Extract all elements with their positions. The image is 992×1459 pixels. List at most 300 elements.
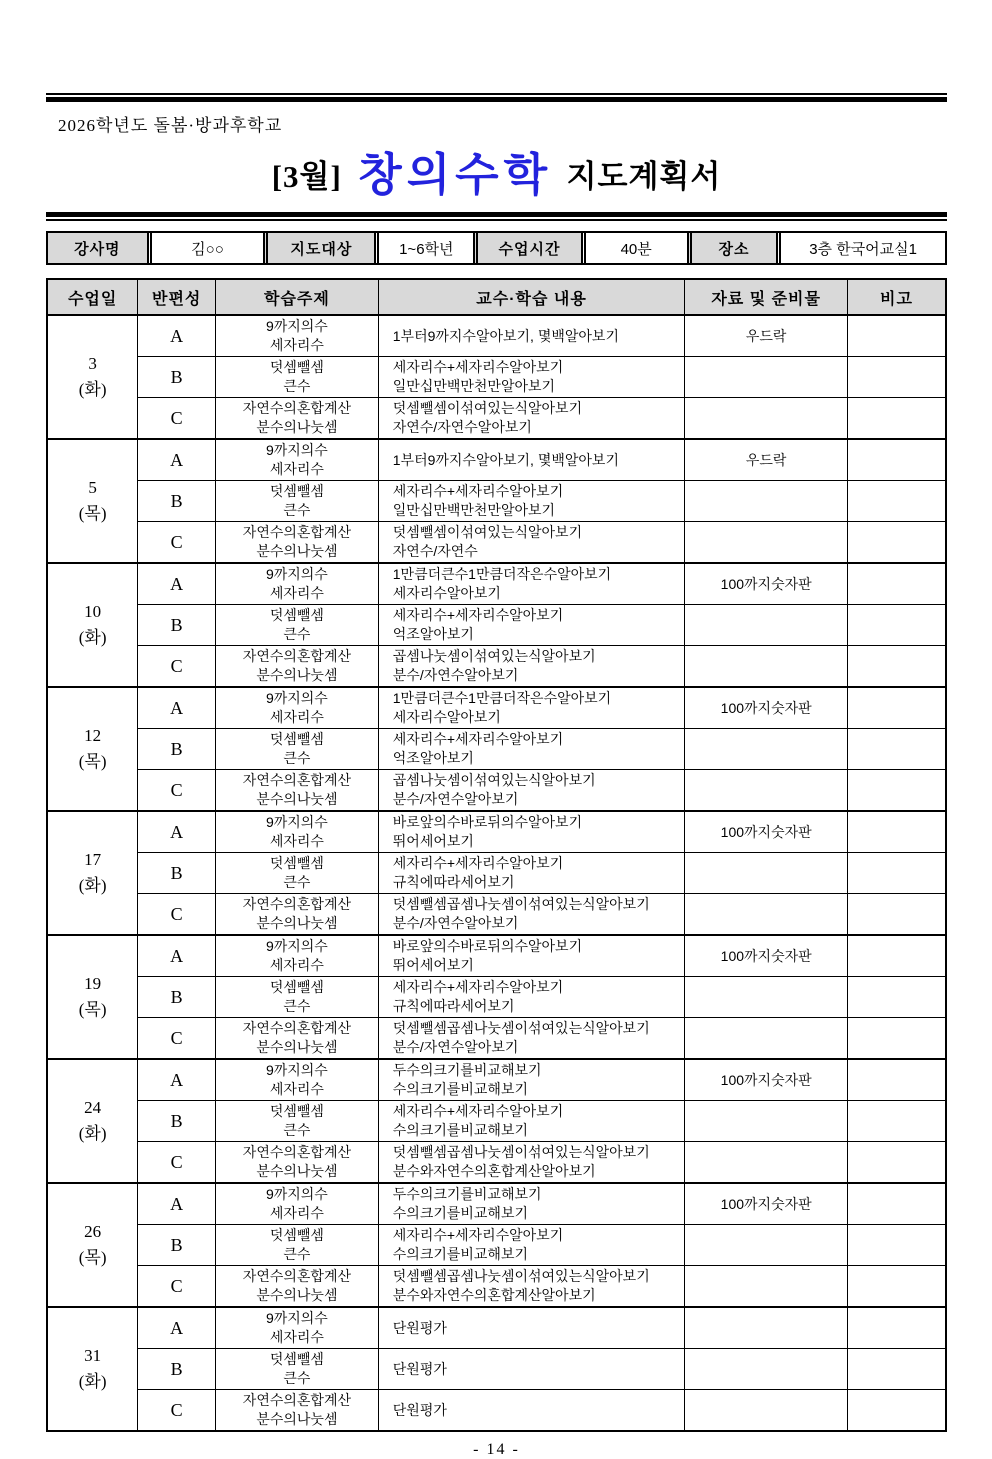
note-cell bbox=[848, 315, 946, 357]
topic-cell bbox=[216, 811, 379, 853]
content-line: 단원평가 bbox=[392, 1360, 447, 1377]
topic-line: 큰수 bbox=[283, 750, 311, 766]
topic-line: 분수의나눗셈 bbox=[256, 419, 338, 435]
note-cell bbox=[848, 1390, 946, 1432]
content-line: 덧셈뺄셈곱셈나눗셈이섞여있는식알아보기 bbox=[392, 896, 650, 912]
class-group-cell: B bbox=[138, 605, 216, 646]
materials-cell bbox=[685, 977, 848, 1018]
topic-line: 분수의나눗셈 bbox=[256, 1163, 338, 1179]
instructor-info-bar bbox=[46, 231, 947, 265]
table-row bbox=[47, 1059, 946, 1101]
topic-line: 덧셈뺄셈 bbox=[269, 979, 324, 995]
content-line: 단원평가 bbox=[392, 1319, 447, 1336]
topic-line: 세자리수 bbox=[269, 1205, 324, 1221]
lesson-date: 5 bbox=[88, 477, 97, 497]
topic-cell bbox=[216, 1101, 379, 1142]
topic-line: 세자리수 bbox=[269, 337, 324, 353]
topic-line: 큰수 bbox=[283, 874, 311, 890]
content-line: 뛰어세어보기 bbox=[392, 957, 474, 973]
content-line: 덧셈뺄셈곱셈나눗셈이섞여있는식알아보기 bbox=[392, 1268, 650, 1284]
topic-line: 큰수 bbox=[283, 626, 311, 642]
table-row bbox=[47, 770, 946, 812]
table-row bbox=[47, 1101, 946, 1142]
note-cell bbox=[848, 853, 946, 894]
note-cell bbox=[848, 481, 946, 522]
note-cell bbox=[848, 646, 946, 688]
content-cell bbox=[378, 729, 685, 770]
topic-line: 덧셈뺄셈 bbox=[269, 607, 324, 623]
class-group-cell: C bbox=[138, 1018, 216, 1060]
table-row bbox=[47, 1225, 946, 1266]
note-cell bbox=[848, 935, 946, 977]
topic-cell bbox=[216, 1266, 379, 1308]
topic-line: 자연수의혼합계산 bbox=[242, 1268, 351, 1284]
topic-cell bbox=[216, 894, 379, 936]
content-cell bbox=[378, 1142, 685, 1184]
content-cell bbox=[378, 935, 685, 977]
content-line: 세자리수+세자리수알아보기 bbox=[392, 1227, 564, 1243]
topic-line: 분수의나눗셈 bbox=[256, 1287, 338, 1303]
content-cell bbox=[378, 1018, 685, 1060]
materials-cell: 100까지숫자판 bbox=[685, 563, 848, 605]
materials-cell bbox=[685, 646, 848, 688]
content-line: 수의크기를비교해보기 bbox=[392, 1081, 529, 1097]
topic-line: 분수의나눗셈 bbox=[256, 1411, 338, 1427]
content-cell bbox=[378, 522, 685, 564]
info-label: 수업시간 bbox=[473, 233, 581, 263]
materials-cell bbox=[685, 894, 848, 936]
topic-cell bbox=[216, 563, 379, 605]
materials-cell: 100까지숫자판 bbox=[685, 1059, 848, 1101]
materials-cell bbox=[685, 522, 848, 564]
table-row bbox=[47, 894, 946, 936]
topic-line: 9까지의수 bbox=[265, 566, 328, 582]
content-line: 세자리수+세자리수알아보기 bbox=[392, 855, 564, 871]
note-cell bbox=[848, 894, 946, 936]
content-line: 바로앞의수바로뒤의수알아보기 bbox=[392, 938, 583, 954]
class-group-cell: A bbox=[138, 1059, 216, 1101]
content-line: 자연수/자연수 bbox=[392, 543, 478, 559]
table-row bbox=[47, 646, 946, 688]
lesson-day: (목) bbox=[78, 1000, 107, 1019]
content-cell bbox=[378, 853, 685, 894]
column-header: 비고 bbox=[848, 279, 946, 315]
topic-line: 9까지의수 bbox=[265, 1310, 328, 1326]
info-label: 강사명 bbox=[48, 233, 147, 263]
note-cell bbox=[848, 522, 946, 564]
table-row bbox=[47, 1349, 946, 1390]
note-cell bbox=[848, 563, 946, 605]
class-group-cell: B bbox=[138, 1225, 216, 1266]
info-value: 3층 한국어교실1 bbox=[776, 233, 945, 263]
content-line: 덧셈뺄셈곱셈나눗셈이섞여있는식알아보기 bbox=[392, 1020, 650, 1036]
content-line: 수의크기를비교해보기 bbox=[392, 1205, 529, 1221]
topic-cell bbox=[216, 977, 379, 1018]
materials-cell: 100까지숫자판 bbox=[685, 935, 848, 977]
content-line: 뛰어세어보기 bbox=[392, 833, 474, 849]
content-line: 수의크기를비교해보기 bbox=[392, 1122, 529, 1138]
content-line: 분수/자연수알아보기 bbox=[392, 915, 519, 931]
table-row bbox=[47, 605, 946, 646]
content-line: 덧셈뺄셈이섞여있는식알아보기 bbox=[392, 524, 583, 540]
topic-cell bbox=[216, 1142, 379, 1184]
table-row bbox=[47, 315, 946, 357]
lesson-date-cell bbox=[47, 1183, 138, 1307]
info-value: 김○○ bbox=[147, 233, 264, 263]
content-cell bbox=[378, 1183, 685, 1225]
table-row bbox=[47, 687, 946, 729]
topic-line: 세자리수 bbox=[269, 585, 324, 601]
topic-line: 자연수의혼합계산 bbox=[242, 1020, 351, 1036]
table-row bbox=[47, 439, 946, 481]
materials-cell: 우드락 bbox=[685, 315, 848, 357]
content-cell bbox=[378, 1225, 685, 1266]
table-row bbox=[47, 1266, 946, 1308]
table-row bbox=[47, 1307, 946, 1349]
topic-line: 큰수 bbox=[283, 378, 311, 394]
table-row bbox=[47, 729, 946, 770]
topic-cell bbox=[216, 315, 379, 357]
topic-cell bbox=[216, 770, 379, 812]
topic-line: 분수의나눗셈 bbox=[256, 1039, 338, 1055]
lesson-date: 10 bbox=[84, 601, 102, 621]
content-line: 억조알아보기 bbox=[392, 750, 474, 766]
note-cell bbox=[848, 687, 946, 729]
class-group-cell: A bbox=[138, 439, 216, 481]
class-group-cell: C bbox=[138, 1142, 216, 1184]
content-line: 규칙에따라세어보기 bbox=[392, 998, 515, 1014]
topic-line: 9까지의수 bbox=[265, 690, 328, 706]
table-row bbox=[47, 1018, 946, 1060]
content-line: 수의크기를비교해보기 bbox=[392, 1246, 529, 1262]
topic-cell bbox=[216, 1225, 379, 1266]
lesson-date-cell bbox=[47, 687, 138, 811]
content-cell bbox=[378, 687, 685, 729]
column-header: 수업일 bbox=[47, 279, 138, 315]
content-line: 일만십만백만천만알아보기 bbox=[392, 502, 556, 518]
content-cell bbox=[378, 481, 685, 522]
info-label: 장소 bbox=[687, 233, 777, 263]
class-group-cell: C bbox=[138, 398, 216, 440]
note-cell bbox=[848, 1142, 946, 1184]
note-cell bbox=[848, 1018, 946, 1060]
topic-cell bbox=[216, 1307, 379, 1349]
content-cell bbox=[378, 894, 685, 936]
class-group-cell: B bbox=[138, 1101, 216, 1142]
topic-line: 덧셈뺄셈 bbox=[269, 731, 324, 747]
topic-cell bbox=[216, 935, 379, 977]
topic-line: 덧셈뺄셈 bbox=[269, 359, 324, 375]
class-group-cell: A bbox=[138, 563, 216, 605]
note-cell bbox=[848, 1266, 946, 1308]
lesson-date: 3 bbox=[88, 353, 97, 373]
page-number: - 14 - bbox=[473, 1441, 520, 1458]
lesson-date-cell bbox=[47, 315, 138, 439]
class-group-cell: A bbox=[138, 935, 216, 977]
class-group-cell: A bbox=[138, 687, 216, 729]
topic-line: 분수의나눗셈 bbox=[256, 915, 338, 931]
content-line: 분수와자연수의혼합계산알아보기 bbox=[392, 1163, 596, 1179]
topic-line: 큰수 bbox=[283, 1122, 311, 1138]
materials-cell bbox=[685, 481, 848, 522]
lesson-date: 26 bbox=[84, 1221, 102, 1241]
class-group-cell: A bbox=[138, 811, 216, 853]
schedule-table bbox=[46, 278, 947, 1432]
content-line: 덧셈뺄셈곱셈나눗셈이섞여있는식알아보기 bbox=[392, 1144, 650, 1160]
materials-cell bbox=[685, 1018, 848, 1060]
table-row bbox=[47, 563, 946, 605]
class-group-cell: B bbox=[138, 729, 216, 770]
topic-cell bbox=[216, 1349, 379, 1390]
topic-line: 9까지의수 bbox=[265, 318, 328, 334]
content-line: 분수/자연수알아보기 bbox=[392, 791, 519, 807]
topic-line: 세자리수 bbox=[269, 957, 324, 973]
topic-line: 덧셈뺄셈 bbox=[269, 1227, 324, 1243]
lesson-day: (화) bbox=[78, 1372, 107, 1391]
lesson-date-cell bbox=[47, 439, 138, 563]
note-cell bbox=[848, 811, 946, 853]
table-row bbox=[47, 1142, 946, 1184]
topic-cell bbox=[216, 687, 379, 729]
table-row bbox=[47, 481, 946, 522]
content-cell bbox=[378, 646, 685, 688]
class-group-cell: C bbox=[138, 770, 216, 812]
topic-cell bbox=[216, 729, 379, 770]
materials-cell bbox=[685, 398, 848, 440]
content-line: 세자리수+세자리수알아보기 bbox=[392, 731, 564, 747]
content-cell bbox=[378, 1101, 685, 1142]
lesson-date: 19 bbox=[84, 973, 102, 993]
content-cell bbox=[378, 1307, 685, 1349]
class-group-cell: C bbox=[138, 522, 216, 564]
topic-line: 분수의나눗셈 bbox=[256, 791, 338, 807]
materials-cell bbox=[685, 357, 848, 398]
content-line: 1부터9까지수알아보기, 몇백알아보기 bbox=[392, 327, 619, 344]
note-cell bbox=[848, 770, 946, 812]
materials-cell bbox=[685, 1307, 848, 1349]
materials-cell: 100까지숫자판 bbox=[685, 811, 848, 853]
content-line: 1만큼더큰수1만큼더작은수알아보기 bbox=[392, 690, 612, 706]
content-line: 규칙에따라세어보기 bbox=[392, 874, 515, 890]
class-group-cell: C bbox=[138, 1266, 216, 1308]
topic-line: 덧셈뺄셈 bbox=[269, 483, 324, 499]
program-title: 2026학년도 돌봄·방과후학교 bbox=[58, 116, 283, 135]
topic-line: 9까지의수 bbox=[265, 442, 328, 458]
materials-cell bbox=[685, 1266, 848, 1308]
lesson-date-cell bbox=[47, 1059, 138, 1183]
table-row bbox=[47, 935, 946, 977]
content-cell bbox=[378, 357, 685, 398]
materials-cell bbox=[685, 1142, 848, 1184]
title-month: [3월] bbox=[271, 159, 342, 194]
table-row bbox=[47, 811, 946, 853]
topic-line: 자연수의혼합계산 bbox=[242, 1392, 351, 1408]
materials-cell: 100까지숫자판 bbox=[685, 687, 848, 729]
schedule-table-header bbox=[47, 279, 946, 315]
note-cell bbox=[848, 398, 946, 440]
lesson-day: (목) bbox=[78, 504, 107, 523]
topic-cell bbox=[216, 481, 379, 522]
content-cell bbox=[378, 1349, 685, 1390]
topic-line: 세자리수 bbox=[269, 461, 324, 477]
note-cell bbox=[848, 977, 946, 1018]
column-header: 교수·학습 내용 bbox=[378, 279, 685, 315]
topic-line: 큰수 bbox=[283, 1246, 311, 1262]
topic-line: 자연수의혼합계산 bbox=[242, 1144, 351, 1160]
lesson-day: (화) bbox=[78, 1124, 107, 1143]
lesson-day: (화) bbox=[78, 628, 107, 647]
info-value: 40분 bbox=[581, 233, 687, 263]
content-cell bbox=[378, 770, 685, 812]
class-group-cell: A bbox=[138, 1307, 216, 1349]
topic-line: 자연수의혼합계산 bbox=[242, 896, 351, 912]
materials-cell bbox=[685, 770, 848, 812]
content-line: 덧셈뺄셈이섞여있는식알아보기 bbox=[392, 400, 583, 416]
lesson-day: (화) bbox=[78, 876, 107, 895]
topic-line: 9까지의수 bbox=[265, 1062, 328, 1078]
topic-line: 9까지의수 bbox=[265, 814, 328, 830]
table-row bbox=[47, 357, 946, 398]
column-header: 학습주제 bbox=[216, 279, 379, 315]
content-line: 분수/자연수알아보기 bbox=[392, 1039, 519, 1055]
note-cell bbox=[848, 357, 946, 398]
content-cell bbox=[378, 315, 685, 357]
content-cell bbox=[378, 977, 685, 1018]
header-row bbox=[47, 279, 946, 315]
topic-line: 덧셈뺄셈 bbox=[269, 1351, 324, 1367]
content-cell bbox=[378, 811, 685, 853]
topic-cell bbox=[216, 439, 379, 481]
lesson-day: (목) bbox=[78, 1248, 107, 1267]
topic-cell bbox=[216, 605, 379, 646]
materials-cell bbox=[685, 1101, 848, 1142]
lesson-date: 24 bbox=[84, 1097, 102, 1117]
class-group-cell: B bbox=[138, 357, 216, 398]
table-row bbox=[47, 398, 946, 440]
topic-cell bbox=[216, 357, 379, 398]
table-row bbox=[47, 522, 946, 564]
topic-line: 자연수의혼합계산 bbox=[242, 772, 351, 788]
top-double-rule bbox=[46, 93, 947, 102]
topic-line: 큰수 bbox=[283, 998, 311, 1014]
materials-cell bbox=[685, 1225, 848, 1266]
topic-line: 세자리수 bbox=[269, 1081, 324, 1097]
materials-cell: 100까지숫자판 bbox=[685, 1183, 848, 1225]
content-cell bbox=[378, 605, 685, 646]
topic-cell bbox=[216, 398, 379, 440]
lesson-date-cell bbox=[47, 563, 138, 687]
note-cell bbox=[848, 1349, 946, 1390]
topic-cell bbox=[216, 646, 379, 688]
content-cell bbox=[378, 439, 685, 481]
class-group-cell: C bbox=[138, 646, 216, 688]
lesson-date-cell bbox=[47, 811, 138, 935]
content-line: 세자리수+세자리수알아보기 bbox=[392, 483, 564, 499]
class-group-cell: A bbox=[138, 1183, 216, 1225]
content-line: 바로앞의수바로뒤의수알아보기 bbox=[392, 814, 583, 830]
content-cell bbox=[378, 1390, 685, 1432]
materials-cell bbox=[685, 729, 848, 770]
topic-cell bbox=[216, 853, 379, 894]
topic-line: 큰수 bbox=[283, 1370, 311, 1386]
topic-line: 자연수의혼합계산 bbox=[242, 400, 351, 416]
content-cell bbox=[378, 1059, 685, 1101]
content-line: 곱셈나눗셈이섞여있는식알아보기 bbox=[392, 772, 596, 788]
note-cell bbox=[848, 1225, 946, 1266]
note-cell bbox=[848, 729, 946, 770]
topic-cell bbox=[216, 1183, 379, 1225]
class-group-cell: B bbox=[138, 853, 216, 894]
lesson-date-cell bbox=[47, 1307, 138, 1431]
note-cell bbox=[848, 1101, 946, 1142]
note-cell bbox=[848, 439, 946, 481]
content-cell bbox=[378, 398, 685, 440]
topic-line: 덧셈뺄셈 bbox=[269, 1103, 324, 1119]
topic-line: 9까지의수 bbox=[265, 938, 328, 954]
note-cell bbox=[848, 1307, 946, 1349]
topic-line: 덧셈뺄셈 bbox=[269, 855, 324, 871]
content-line: 세자리수+세자리수알아보기 bbox=[392, 1103, 564, 1119]
materials-cell bbox=[685, 853, 848, 894]
note-cell bbox=[848, 1059, 946, 1101]
topic-line: 세자리수 bbox=[269, 833, 324, 849]
column-header: 반편성 bbox=[138, 279, 216, 315]
topic-line: 분수의나눗셈 bbox=[256, 543, 338, 559]
content-line: 억조알아보기 bbox=[392, 626, 474, 642]
table-row bbox=[47, 1183, 946, 1225]
info-value: 1~6학년 bbox=[374, 233, 473, 263]
schedule-table-body bbox=[47, 315, 946, 1431]
info-label: 지도대상 bbox=[263, 233, 374, 263]
column-header: 자료 및 준비물 bbox=[685, 279, 848, 315]
content-cell bbox=[378, 1266, 685, 1308]
content-line: 일만십만백만천만알아보기 bbox=[392, 378, 556, 394]
content-cell bbox=[378, 563, 685, 605]
topic-line: 자연수의혼합계산 bbox=[242, 648, 351, 664]
content-line: 단원평가 bbox=[392, 1401, 447, 1418]
topic-line: 세자리수 bbox=[269, 1329, 324, 1345]
lesson-date: 17 bbox=[84, 849, 102, 869]
title-subject: 창의수학 bbox=[358, 149, 553, 200]
content-line: 두수의크기를비교해보기 bbox=[392, 1062, 542, 1078]
document-title bbox=[46, 136, 947, 212]
topic-cell bbox=[216, 522, 379, 564]
content-line: 세자리수알아보기 bbox=[392, 709, 501, 725]
materials-cell: 우드락 bbox=[685, 439, 848, 481]
title-double-rule bbox=[46, 212, 947, 221]
content-line: 1만큼더큰수1만큼더작은수알아보기 bbox=[392, 566, 612, 582]
topic-line: 자연수의혼합계산 bbox=[242, 524, 351, 540]
table-row bbox=[47, 853, 946, 894]
title-doc-type: 지도계획서 bbox=[566, 159, 722, 194]
topic-line: 9까지의수 bbox=[265, 1186, 328, 1202]
materials-cell bbox=[685, 605, 848, 646]
lesson-day: (목) bbox=[78, 752, 107, 771]
topic-line: 분수의나눗셈 bbox=[256, 667, 338, 683]
content-line: 1부터9까지수알아보기, 몇백알아보기 bbox=[392, 451, 619, 468]
note-cell bbox=[848, 605, 946, 646]
lesson-date-cell bbox=[47, 935, 138, 1059]
content-line: 세자리수알아보기 bbox=[392, 585, 501, 601]
topic-line: 큰수 bbox=[283, 502, 311, 518]
class-group-cell: A bbox=[138, 315, 216, 357]
content-line: 분수와자연수의혼합계산알아보기 bbox=[392, 1287, 596, 1303]
class-group-cell: B bbox=[138, 1349, 216, 1390]
table-row bbox=[47, 977, 946, 1018]
table-row bbox=[47, 1390, 946, 1432]
materials-cell bbox=[685, 1349, 848, 1390]
content-line: 세자리수+세자리수알아보기 bbox=[392, 979, 564, 995]
